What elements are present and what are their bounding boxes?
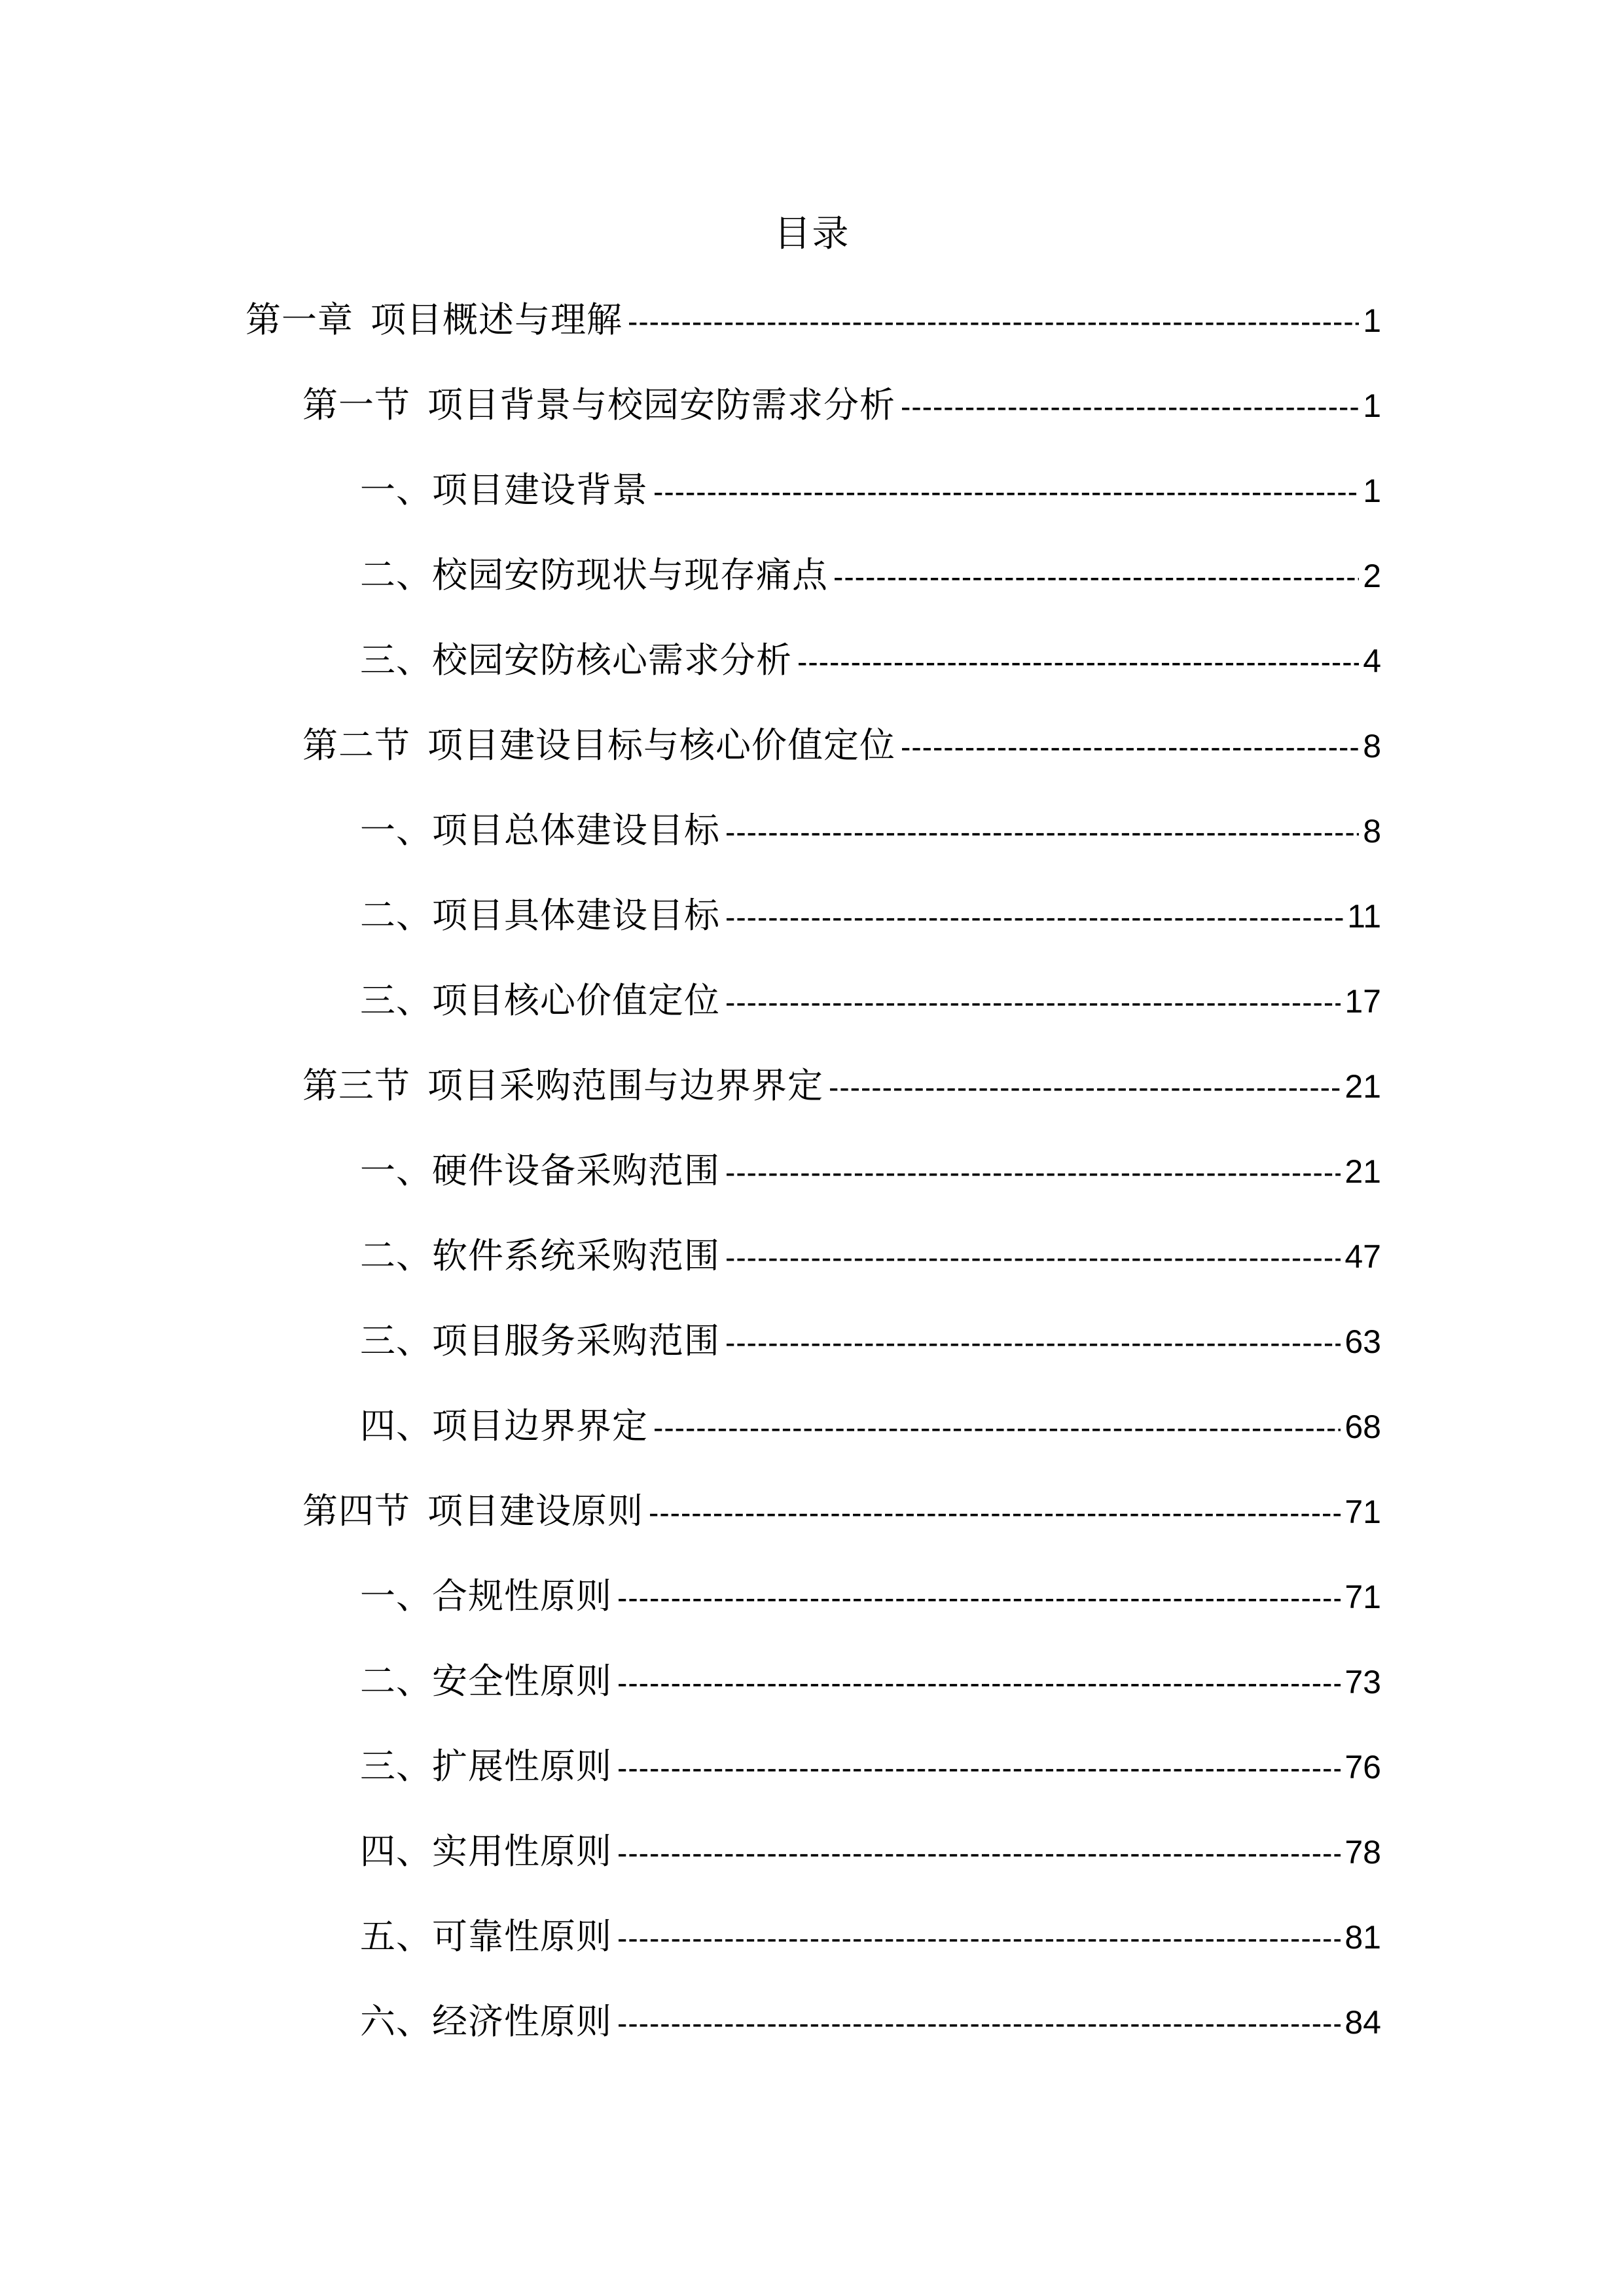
toc-entry-text: 项目采购范围与边界界定 [427, 1065, 823, 1106]
toc-entry-label: 第一章 [245, 299, 353, 340]
toc-leader [617, 1912, 1341, 1964]
toc-entry[interactable] [360, 975, 1381, 1027]
toc-entry-text: 项目建设目标与核心价值定位 [427, 725, 895, 766]
toc-entry[interactable] [360, 1910, 1381, 1963]
toc-entry-text: 六、经济性原则 [360, 2001, 612, 2042]
toc-page-number: 1 [1363, 387, 1381, 424]
toc-leader [617, 1571, 1341, 1624]
toc-leader [649, 1486, 1341, 1539]
toc-page-number: 1 [1363, 473, 1381, 509]
toc-entry[interactable] [360, 1570, 1381, 1623]
toc-entry[interactable] [302, 1485, 1381, 1537]
toc-page-number: 4 [1363, 643, 1381, 679]
toc-entry-text: 项目背景与校园安防需求分析 [427, 384, 895, 425]
toc-entry-label: 第二节 [302, 725, 410, 766]
toc-leader [725, 1146, 1341, 1198]
toc-page-number: 78 [1344, 1834, 1381, 1871]
toc-page-number: 84 [1344, 2004, 1381, 2041]
toc-entry-label: 第三节 [302, 1065, 410, 1106]
toc-leader [725, 976, 1341, 1028]
toc-leader [725, 891, 1343, 943]
toc-page-number: 8 [1363, 728, 1381, 764]
toc-entry[interactable] [302, 379, 1381, 431]
toc-entry-label: 第一节 [302, 384, 410, 425]
toc-leader [829, 1061, 1341, 1113]
toc-entry[interactable] [360, 889, 1381, 942]
toc-entry-text: 项目建设原则 [427, 1490, 643, 1532]
toc-entry[interactable] [360, 1655, 1381, 1708]
toc-entry[interactable] [360, 549, 1381, 601]
toc-entry[interactable] [360, 634, 1381, 687]
toc-leader [617, 1827, 1341, 1879]
toc-entry-text: 一、项目总体建设目标 [360, 810, 720, 851]
toc-entry[interactable] [360, 464, 1381, 516]
toc-leader [797, 636, 1359, 688]
toc-leader [617, 1657, 1341, 1709]
toc-leader [901, 721, 1359, 773]
toc-entry[interactable] [302, 1060, 1381, 1112]
toc-entry-text: 三、扩展性原则 [360, 1746, 612, 1787]
toc-page-number: 81 [1344, 1919, 1381, 1956]
toc-title: 目录 [774, 213, 850, 255]
toc-page-number: 21 [1344, 1068, 1381, 1105]
toc-page-number: 76 [1344, 1749, 1381, 1785]
toc-page-number: 8 [1363, 813, 1381, 850]
toc-leader [628, 295, 1359, 348]
toc-leader [725, 1316, 1341, 1369]
toc-entry[interactable] [302, 719, 1381, 772]
toc-entry[interactable] [360, 1230, 1381, 1282]
toc-page-number: 63 [1344, 1323, 1381, 1360]
toc-page-number: 71 [1344, 1579, 1381, 1615]
toc-page-number: 1 [1363, 302, 1381, 339]
toc-entry[interactable] [360, 1740, 1381, 1793]
toc-entry-label: 第四节 [302, 1490, 410, 1532]
toc-entry-text: 一、合规性原则 [360, 1575, 612, 1617]
toc-page-number: 68 [1344, 1408, 1381, 1445]
toc-leader [901, 380, 1359, 433]
toc-entry[interactable] [360, 1315, 1381, 1367]
toc-page-number: 21 [1344, 1153, 1381, 1190]
toc-entry-text: 二、校园安防现状与现存痛点 [360, 554, 828, 596]
toc-entry-text: 项目概述与理解 [370, 299, 623, 340]
toc-entry-text: 一、项目建设背景 [360, 469, 648, 511]
toc-entry[interactable] [360, 1400, 1381, 1452]
toc-page-number: 11 [1347, 898, 1381, 935]
toc-entry-text: 二、软件系统采购范围 [360, 1235, 720, 1276]
toc-page-number: 17 [1344, 983, 1381, 1020]
toc-entry[interactable] [360, 804, 1381, 857]
toc-entry-text: 一、硬件设备采购范围 [360, 1150, 720, 1191]
toc-page-number: 71 [1344, 1494, 1381, 1530]
toc-leader [617, 1742, 1341, 1794]
toc-page-number: 73 [1344, 1664, 1381, 1700]
toc-entry-text: 三、校园安防核心需求分析 [360, 639, 792, 681]
toc-entry-text: 二、项目具体建设目标 [360, 895, 720, 936]
toc-entry[interactable] [245, 294, 1381, 346]
toc-entry[interactable] [360, 1825, 1381, 1878]
toc-leader [725, 1231, 1341, 1283]
toc-page-number: 47 [1344, 1238, 1381, 1275]
toc-entry[interactable] [360, 1145, 1381, 1197]
toc-entry-text: 二、安全性原则 [360, 1660, 612, 1702]
toc-leader [653, 465, 1359, 518]
toc-entry-text: 四、实用性原则 [360, 1831, 612, 1872]
toc-leader [653, 1401, 1341, 1454]
toc-page-number: 2 [1363, 558, 1381, 594]
toc-entry-text: 三、项目服务采购范围 [360, 1320, 720, 1361]
toc-entry[interactable] [360, 1996, 1381, 2048]
toc-leader [833, 550, 1359, 603]
toc-leader [617, 1997, 1341, 2049]
toc-entry-text: 五、可靠性原则 [360, 1916, 612, 1957]
toc-entry-text: 三、项目核心价值定位 [360, 980, 720, 1021]
toc-entry-text: 四、项目边界界定 [360, 1405, 648, 1446]
toc-leader [725, 806, 1359, 858]
